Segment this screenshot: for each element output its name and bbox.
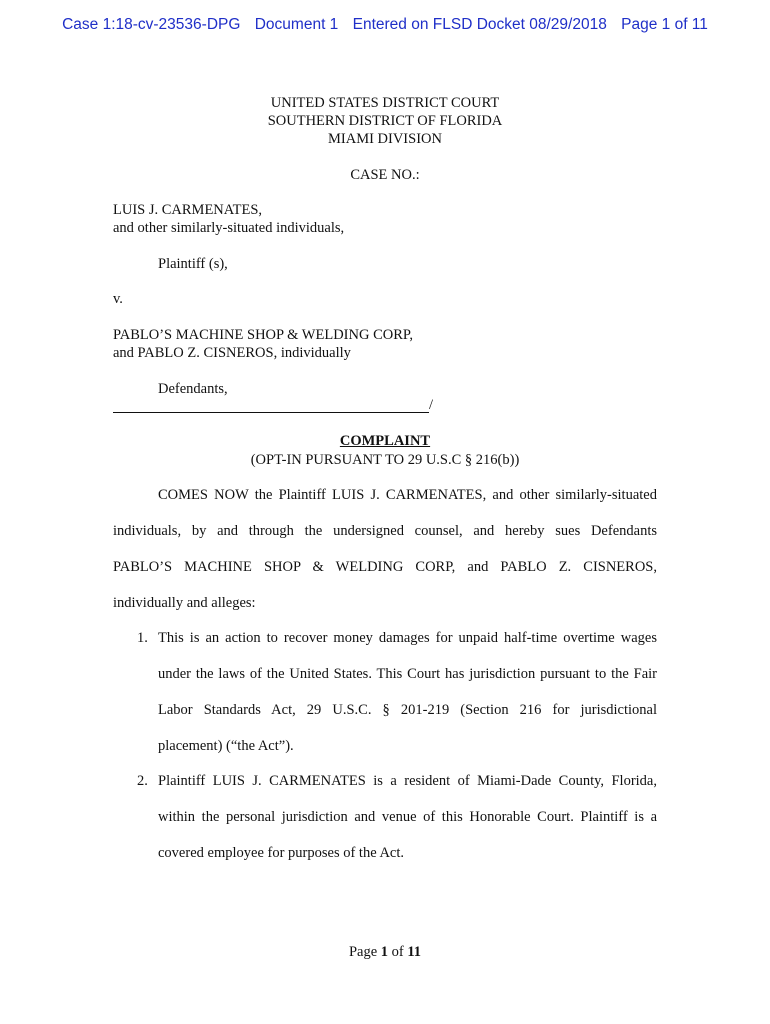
court-division: MIAMI DIVISION <box>328 131 442 147</box>
docket-header-stamp <box>0 16 770 34</box>
intro-line-2: individuals, by and through the undersigned counsel, and hereby sues Defendants <box>113 523 657 539</box>
paragraph-2-line-1: Plaintiff LUIS J. CARMENATES is a resident of Miami-Dade County, Florida, <box>158 773 657 789</box>
caption-divider-line <box>113 412 429 413</box>
plaintiff-role: Plaintiff (s), <box>158 256 228 272</box>
paragraph-2-line-3: covered employee for purposes of the Act. <box>158 845 405 861</box>
page-footer <box>0 943 770 961</box>
paragraph-1-line-2: under the laws of the United States. This Court has jurisdiction pursuant to the Fair <box>158 666 657 682</box>
defendant-name-line2: and PABLO Z. CISNEROS, individually <box>113 345 351 361</box>
stamp-case-number: Case 1:18-cv-23536-DPG <box>62 16 241 33</box>
case-number-label: CASE NO.: <box>350 167 420 183</box>
paragraph-1-number: 1. <box>137 630 148 646</box>
intro-line-4: individually and alleges: <box>113 595 256 611</box>
paragraph-2-line-2: within the personal jurisdiction and venue of this Honorable Court. Plaintiff is a <box>158 809 657 825</box>
paragraph-2-number: 2. <box>137 773 148 789</box>
footer-page-word: Page <box>348 944 378 960</box>
paragraph-1-line-1: This is an action to recover money damages for unpaid half-time overtime wages <box>158 630 657 646</box>
stamp-page-count: Page 1 of 11 <box>621 16 708 33</box>
intro-line-3: PABLO’S MACHINE SHOP & WELDING CORP, and PABLO Z. CISNEROS, <box>113 559 657 575</box>
plaintiff-others: and other similarly-situated individuals, <box>113 220 345 236</box>
defendant-role: Defendants, <box>158 381 228 397</box>
footer-page-total: 11 <box>407 944 422 960</box>
defendant-name-line1: PABLO’S MACHINE SHOP & WELDING CORP, <box>113 327 413 343</box>
paragraph-1-line-4: placement) (“the Act”). <box>158 738 294 754</box>
court-name: UNITED STATES DISTRICT COURT <box>270 95 500 111</box>
caption-slash: / <box>429 397 434 413</box>
paragraph-1-line-3: Labor Standards Act, 29 U.S.C. § 201-219 (Section 216 for jurisdictional <box>158 702 657 718</box>
footer-page-number: 1 <box>380 944 388 960</box>
document-title: COMPLAINT <box>339 433 431 449</box>
versus: v. <box>113 291 123 307</box>
stamp-document-number: Document 1 <box>254 16 339 33</box>
stamp-entered-date: Entered on FLSD Docket 08/29/2018 <box>352 16 607 33</box>
intro-line-1: COMES NOW the Plaintiff LUIS J. CARMENATES, and other similarly-situated <box>158 487 657 503</box>
plaintiff-name: LUIS J. CARMENATES, <box>113 202 263 218</box>
footer-of-word: of <box>391 944 404 960</box>
document-subtitle: (OPT-IN PURSUANT TO 29 U.S.C § 216(b)) <box>250 452 520 468</box>
court-district: SOUTHERN DISTRICT OF FLORIDA <box>267 113 503 129</box>
